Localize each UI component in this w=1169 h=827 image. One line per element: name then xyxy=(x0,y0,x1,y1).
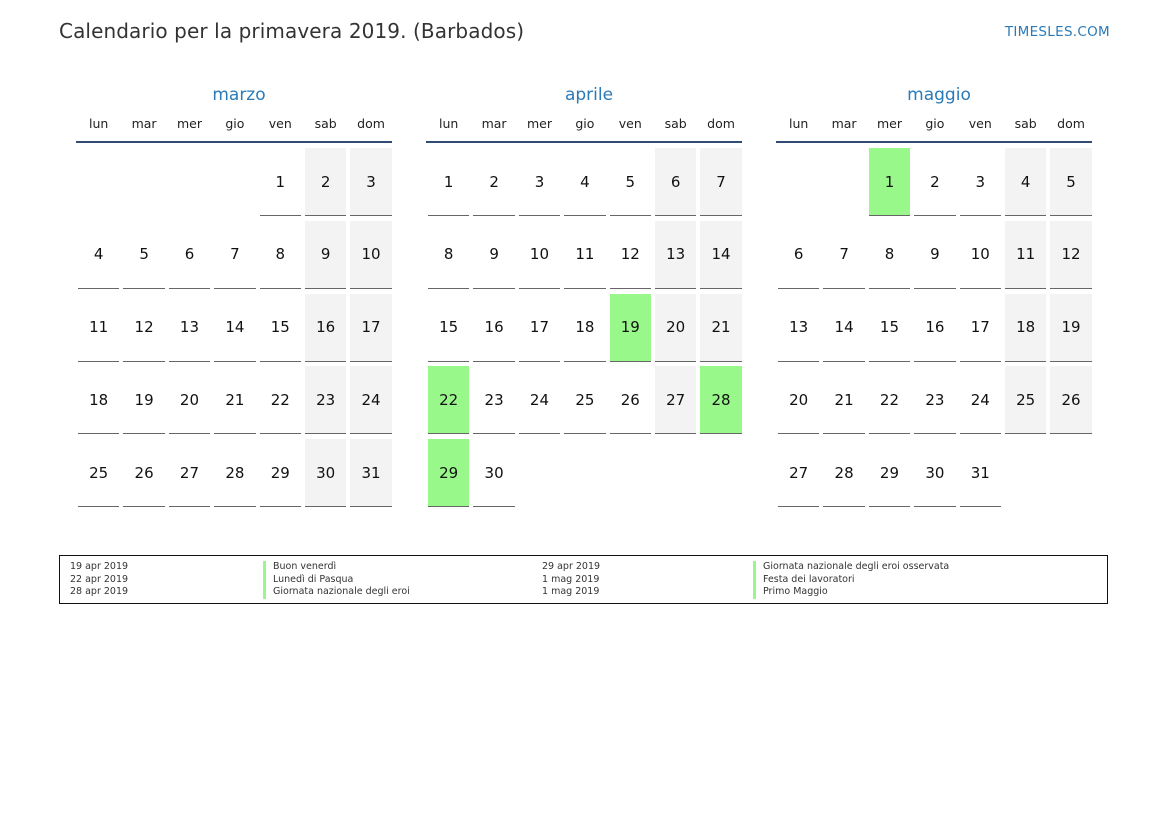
day-cell[interactable]: 28 xyxy=(214,439,255,507)
month-name: marzo xyxy=(212,85,266,105)
day-cell[interactable]: 25 xyxy=(1005,366,1046,434)
day-cell[interactable]: 17 xyxy=(350,294,391,362)
day-cell[interactable]: 10 xyxy=(350,221,391,289)
day-cell[interactable]: 12 xyxy=(610,221,651,289)
day-cell[interactable]: 29 xyxy=(260,439,301,507)
day-cell[interactable]: 7 xyxy=(214,221,255,289)
legend-date: 1 mag 2019 xyxy=(542,573,600,585)
day-cell[interactable]: 25 xyxy=(78,439,119,507)
day-cell[interactable]: 20 xyxy=(655,294,696,362)
day-cell[interactable]: 5 xyxy=(610,148,651,216)
day-cell[interactable]: 10 xyxy=(519,221,560,289)
day-cell[interactable]: 12 xyxy=(123,294,164,362)
empty-cell xyxy=(823,148,864,216)
day-cell[interactable]: 8 xyxy=(260,221,301,289)
day-cell[interactable]: 26 xyxy=(123,439,164,507)
day-cell[interactable]: 8 xyxy=(428,221,469,289)
weekday-label: dom xyxy=(707,116,735,131)
weekday-label: mar xyxy=(481,116,507,131)
month-name: aprile xyxy=(564,85,614,105)
day-cell[interactable]: 19 xyxy=(1050,294,1091,362)
day-cell[interactable]: 16 xyxy=(473,294,514,362)
day-cell[interactable]: 2 xyxy=(473,148,514,216)
day-cell[interactable]: 6 xyxy=(169,221,210,289)
legend-date: 28 apr 2019 xyxy=(70,586,129,598)
day-grid xyxy=(776,147,1092,511)
weekday-label: mar xyxy=(831,116,857,131)
day-cell[interactable]: 18 xyxy=(78,366,119,434)
day-cell[interactable]: 6 xyxy=(655,148,696,216)
day-cell[interactable]: 26 xyxy=(1050,366,1091,434)
day-cell[interactable]: 10 xyxy=(960,221,1001,289)
weekday-label: sab xyxy=(314,116,337,131)
day-cell[interactable]: 13 xyxy=(169,294,210,362)
day-cell[interactable]: 13 xyxy=(655,221,696,289)
day-cell[interactable]: 4 xyxy=(1005,148,1046,216)
day-cell[interactable]: 7 xyxy=(700,148,741,216)
day-cell[interactable]: 23 xyxy=(473,366,514,434)
weekday-header xyxy=(76,115,392,143)
legend-date: 22 apr 2019 xyxy=(70,573,129,585)
day-cell[interactable]: 15 xyxy=(260,294,301,362)
day-cell[interactable]: 5 xyxy=(123,221,164,289)
holiday-day-cell[interactable]: 19 xyxy=(610,294,651,362)
day-cell[interactable]: 24 xyxy=(519,366,560,434)
day-cell[interactable]: 31 xyxy=(350,439,391,507)
day-cell[interactable]: 28 xyxy=(823,439,864,507)
weekday-label: sab xyxy=(664,116,687,131)
day-cell[interactable]: 20 xyxy=(169,366,210,434)
day-cell[interactable]: 1 xyxy=(428,148,469,216)
day-cell[interactable]: 17 xyxy=(960,294,1001,362)
day-cell[interactable]: 30 xyxy=(914,439,955,507)
legend-holiday-name: Giornata nazionale degli eroi xyxy=(263,586,410,599)
day-cell[interactable]: 2 xyxy=(305,148,346,216)
day-cell[interactable]: 16 xyxy=(305,294,346,362)
day-cell[interactable]: 9 xyxy=(473,221,514,289)
day-cell[interactable]: 23 xyxy=(305,366,346,434)
day-cell[interactable]: 27 xyxy=(655,366,696,434)
day-cell[interactable]: 18 xyxy=(564,294,605,362)
legend-date: 1 mag 2019 xyxy=(542,586,600,598)
legend-holiday-name: Primo Maggio xyxy=(753,586,828,599)
day-cell[interactable]: 26 xyxy=(610,366,651,434)
day-cell[interactable]: 11 xyxy=(1005,221,1046,289)
legend-holiday-name: Buon venerdì xyxy=(263,561,336,574)
day-cell[interactable]: 6 xyxy=(778,221,819,289)
weekday-label: ven xyxy=(618,116,642,131)
month-name: maggio xyxy=(907,85,971,105)
day-cell[interactable]: 21 xyxy=(823,366,864,434)
day-cell[interactable]: 3 xyxy=(350,148,391,216)
day-grid xyxy=(76,147,392,511)
day-cell[interactable]: 15 xyxy=(428,294,469,362)
empty-cell xyxy=(778,148,819,216)
legend-date: 19 apr 2019 xyxy=(70,561,129,572)
day-cell[interactable]: 11 xyxy=(564,221,605,289)
weekday-label: lun xyxy=(89,116,109,131)
day-cell[interactable]: 14 xyxy=(823,294,864,362)
day-cell[interactable]: 24 xyxy=(960,366,1001,434)
day-cell[interactable]: 3 xyxy=(960,148,1001,216)
brand-link[interactable]: TIMESLES.COM xyxy=(1004,24,1110,40)
day-cell[interactable]: 22 xyxy=(869,366,910,434)
day-cell[interactable]: 15 xyxy=(869,294,910,362)
day-cell[interactable]: 9 xyxy=(914,221,955,289)
weekday-label: lun xyxy=(439,116,459,131)
day-cell[interactable]: 12 xyxy=(1050,221,1091,289)
day-cell[interactable]: 8 xyxy=(869,221,910,289)
day-cell[interactable]: 23 xyxy=(914,366,955,434)
weekday-label: mar xyxy=(131,116,157,131)
month-maggio xyxy=(776,83,1092,511)
day-cell[interactable]: 21 xyxy=(214,366,255,434)
weekday-label: gio xyxy=(925,116,945,131)
weekday-label: ven xyxy=(268,116,292,131)
weekday-label: gio xyxy=(575,116,595,131)
day-cell[interactable]: 31 xyxy=(960,439,1001,507)
weekday-label: dom xyxy=(1057,116,1085,131)
legend-holiday-name: Festa dei lavoratori xyxy=(753,574,855,587)
weekday-header xyxy=(426,115,742,143)
empty-cell xyxy=(123,148,164,216)
day-cell[interactable]: 9 xyxy=(305,221,346,289)
empty-cell xyxy=(214,148,255,216)
holiday-day-cell[interactable]: 29 xyxy=(428,439,469,507)
day-cell[interactable]: 27 xyxy=(778,439,819,507)
legend-date: 29 apr 2019 xyxy=(542,561,601,572)
weekday-label: sab xyxy=(1014,116,1037,131)
day-cell[interactable]: 20 xyxy=(778,366,819,434)
weekday-label: mer xyxy=(176,116,202,131)
day-cell[interactable]: 4 xyxy=(564,148,605,216)
day-cell[interactable]: 18 xyxy=(1005,294,1046,362)
day-cell[interactable]: 1 xyxy=(260,148,301,216)
weekday-label: gio xyxy=(225,116,245,131)
weekday-label: ven xyxy=(968,116,992,131)
month-marzo xyxy=(76,83,392,511)
holiday-day-cell[interactable]: 28 xyxy=(700,366,741,434)
day-cell[interactable]: 16 xyxy=(914,294,955,362)
day-cell[interactable]: 25 xyxy=(564,366,605,434)
legend-holiday-name: Lunedì di Pasqua xyxy=(263,574,353,587)
day-cell[interactable]: 3 xyxy=(519,148,560,216)
month-aprile xyxy=(426,83,742,511)
day-cell[interactable]: 29 xyxy=(869,439,910,507)
page-title: Calendario per la primavera 2019. (Barbados) xyxy=(59,19,525,43)
weekday-label: mer xyxy=(876,116,902,131)
empty-cell xyxy=(78,148,119,216)
empty-cell xyxy=(169,148,210,216)
day-cell[interactable]: 21 xyxy=(700,294,741,362)
day-grid xyxy=(426,147,742,511)
day-cell[interactable]: 14 xyxy=(214,294,255,362)
day-cell[interactable]: 19 xyxy=(123,366,164,434)
day-cell[interactable]: 5 xyxy=(1050,148,1091,216)
legend-holiday-name: Giornata nazionale degli eroi osservata xyxy=(753,561,949,574)
weekday-label: lun xyxy=(789,116,809,131)
day-cell[interactable]: 30 xyxy=(473,439,514,507)
day-cell[interactable]: 2 xyxy=(914,148,955,216)
day-cell[interactable]: 24 xyxy=(350,366,391,434)
day-cell[interactable]: 17 xyxy=(519,294,560,362)
holiday-day-cell[interactable]: 1 xyxy=(869,148,910,216)
weekday-header xyxy=(776,115,1092,143)
day-cell[interactable]: 30 xyxy=(305,439,346,507)
day-cell[interactable]: 27 xyxy=(169,439,210,507)
holiday-day-cell[interactable]: 22 xyxy=(428,366,469,434)
day-cell[interactable]: 13 xyxy=(778,294,819,362)
weekday-label: dom xyxy=(357,116,385,131)
weekday-label: mer xyxy=(526,116,552,131)
day-cell[interactable]: 11 xyxy=(78,294,119,362)
day-cell[interactable]: 4 xyxy=(78,221,119,289)
day-cell[interactable]: 22 xyxy=(260,366,301,434)
day-cell[interactable]: 14 xyxy=(700,221,741,289)
day-cell[interactable]: 7 xyxy=(823,221,864,289)
holiday-legend xyxy=(59,555,1108,604)
